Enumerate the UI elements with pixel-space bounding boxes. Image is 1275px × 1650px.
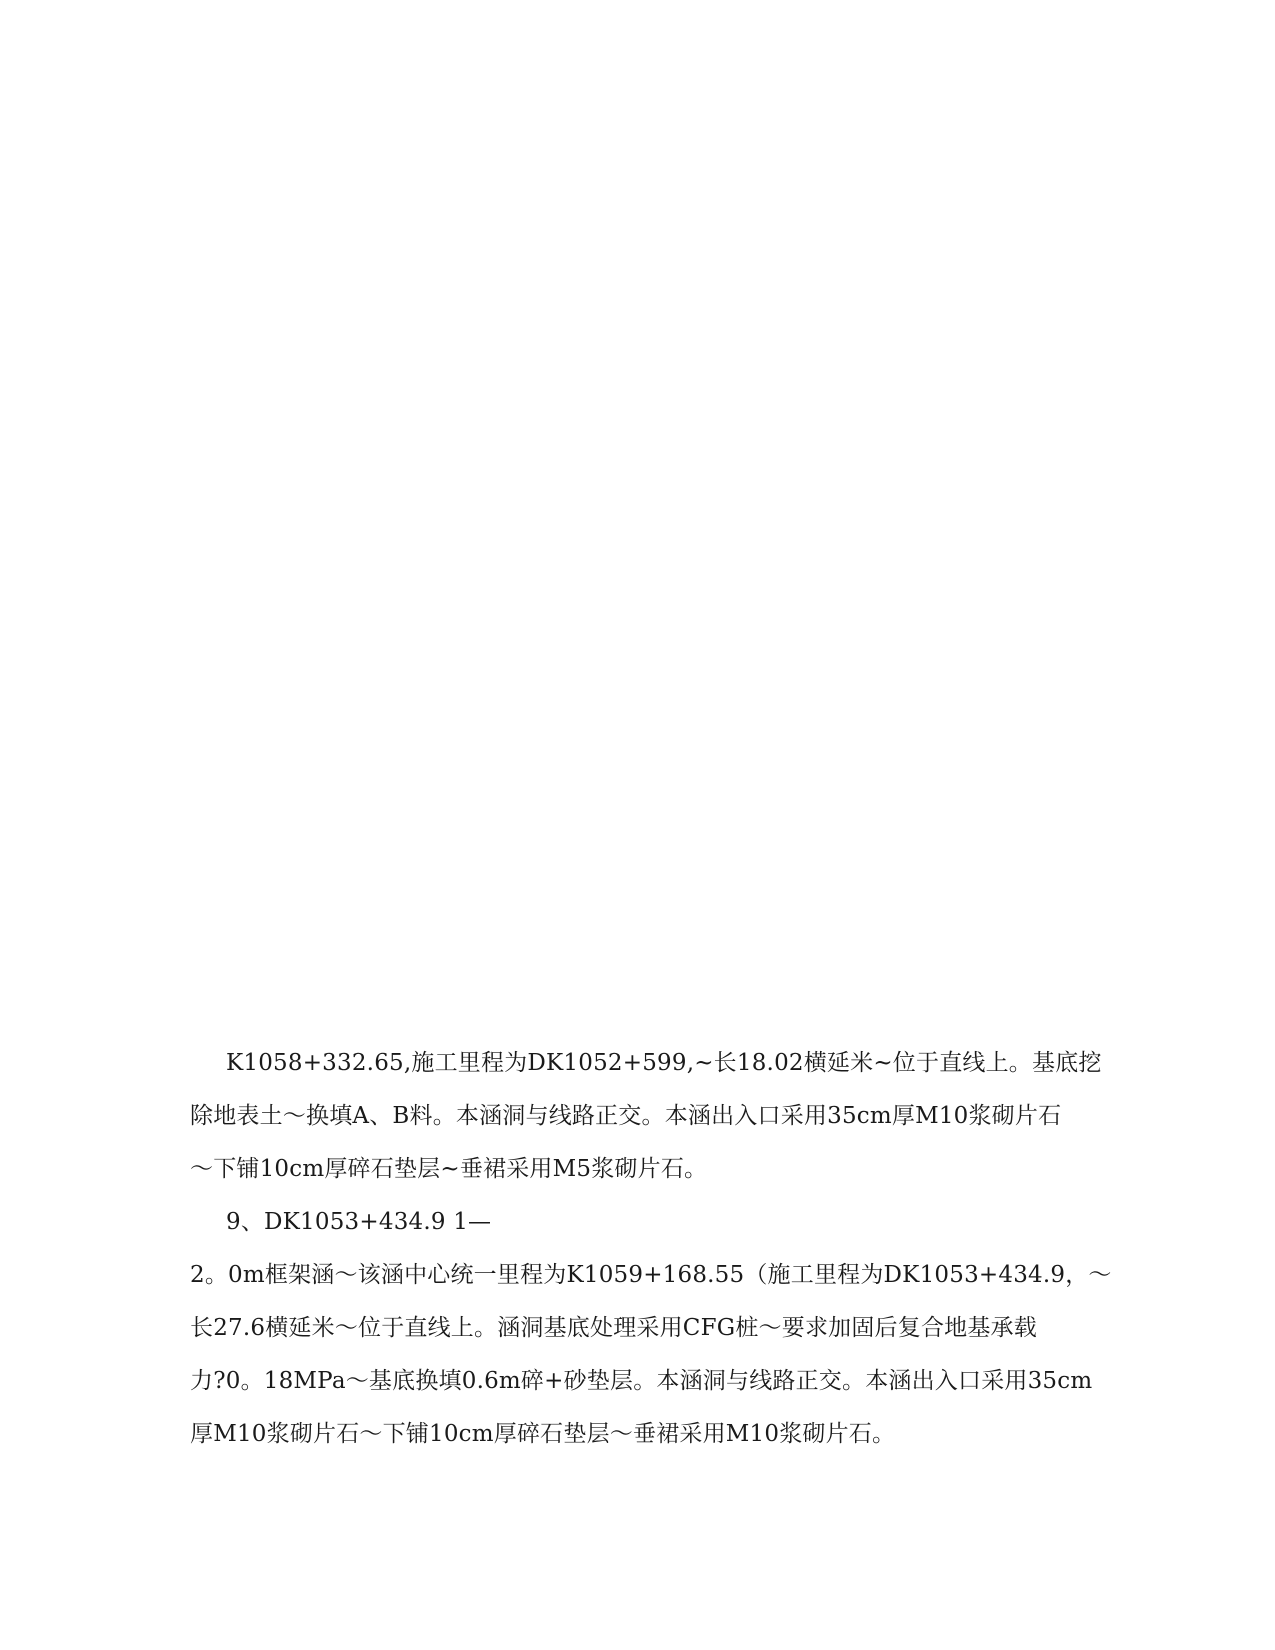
- text-line: ～下铺10cm厚碎石垫层~垂裙采用M5浆砌片石。: [190, 1156, 708, 1182]
- section-heading: 9、DK1053+434.9 1—: [226, 1209, 492, 1235]
- text-line: 除地表土～换填A、B料。本涵洞与线路正交。本涵出入口采用35cm厚M10浆砌片石: [190, 1103, 1062, 1129]
- text-line: 厚M10浆砌片石～下铺10cm厚碎石垫层～垂裙采用M10浆砌片石。: [190, 1421, 896, 1447]
- text-line: K1058+332.65,施工里程为DK1052+599,~长18.02横延米~位于直线上。基底挖: [226, 1050, 1102, 1076]
- text-line: 长27.6横延米～位于直线上。涵洞基底处理采用CFG桩～要求加固后复合地基承载: [190, 1315, 1037, 1341]
- text-line: 力?0。18MPa～基底换填0.6m碎+砂垫层。本涵洞与线路正交。本涵出入口采用35cm: [190, 1368, 1093, 1394]
- text-line: 2。0m框架涵～该涵中心统一里程为K1059+168.55（施工里程为DK1053+434.9，～: [190, 1262, 1112, 1288]
